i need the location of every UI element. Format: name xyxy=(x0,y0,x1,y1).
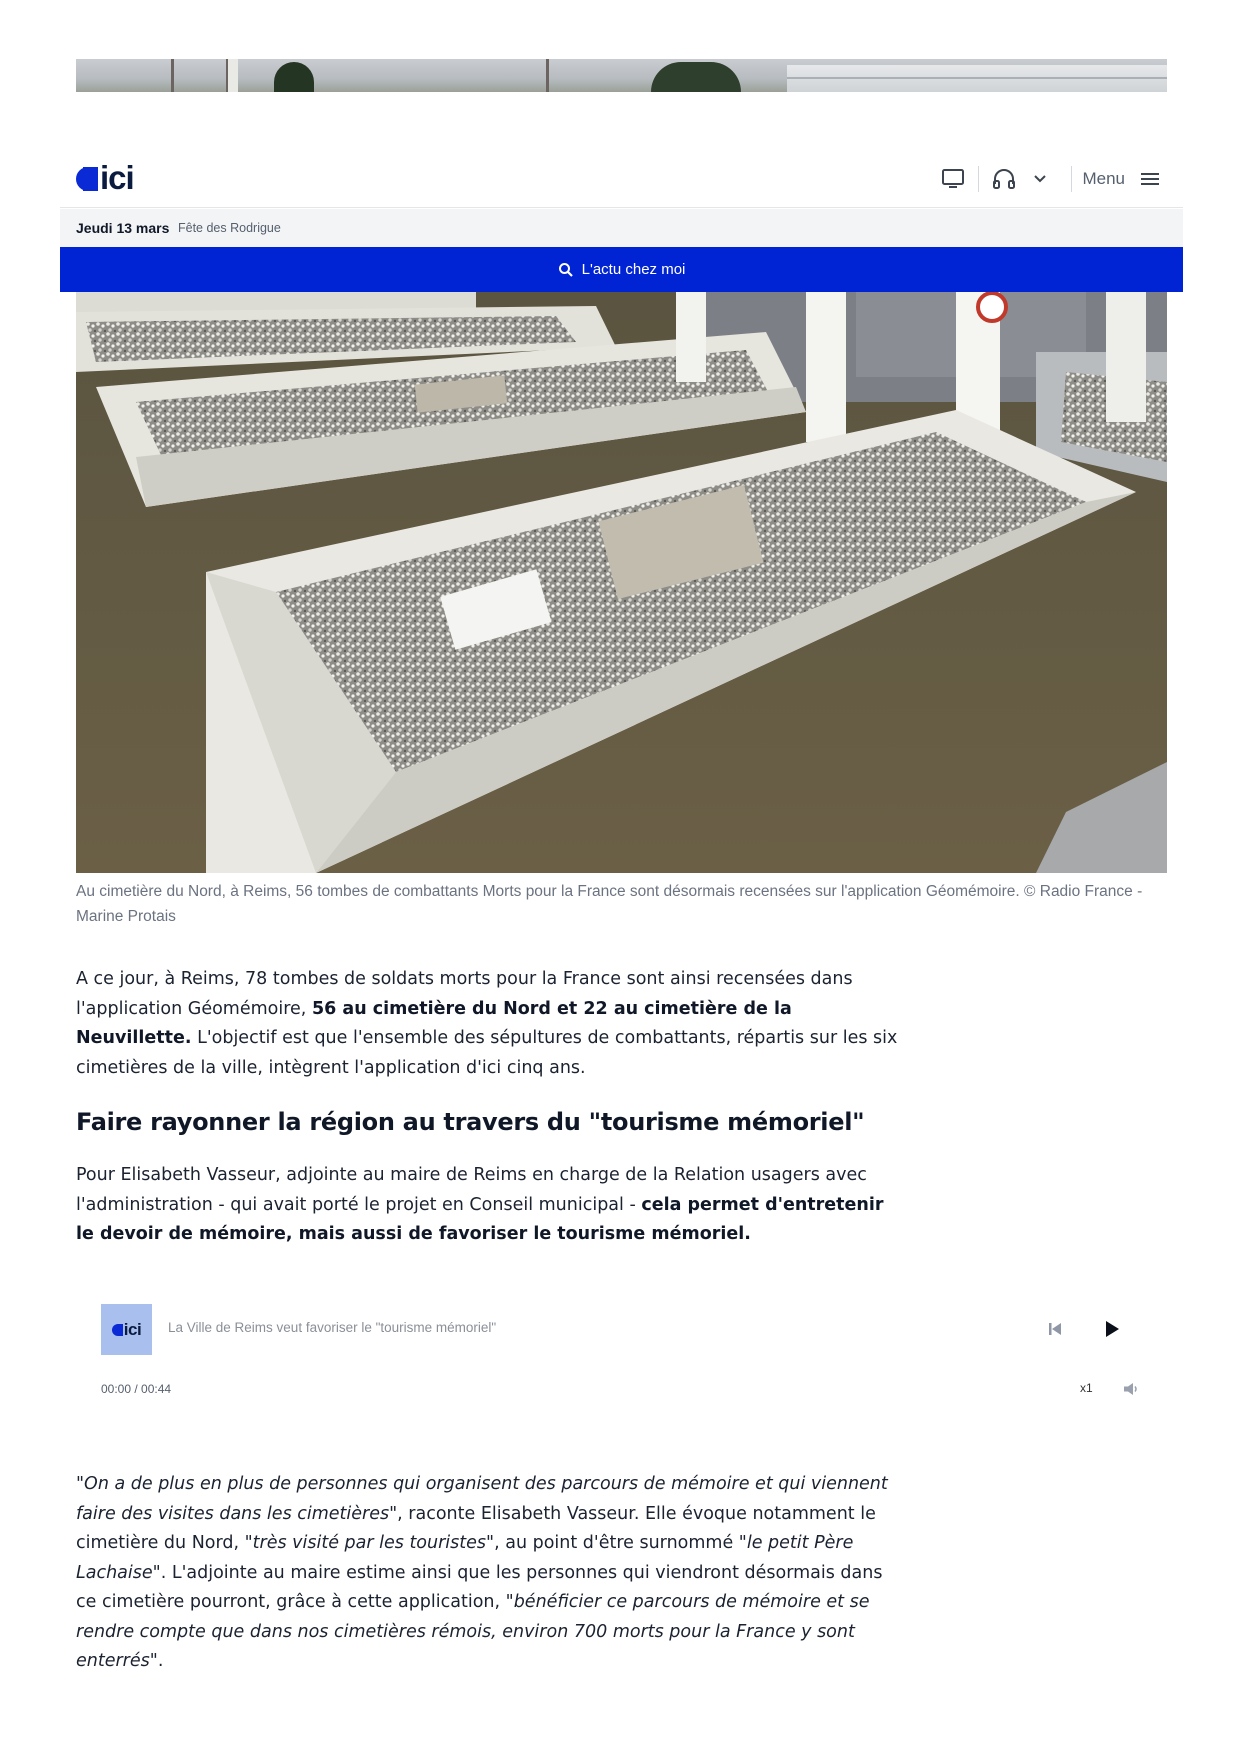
article-photo xyxy=(76,292,1167,873)
menu-label[interactable]: Menu xyxy=(1082,169,1125,188)
separator xyxy=(1071,166,1072,192)
section-heading: Faire rayonner la région au travers du "tourisme mémoriel" xyxy=(76,1108,865,1136)
top-photo-strip xyxy=(76,59,1167,92)
hamburger-menu-icon[interactable] xyxy=(1135,164,1165,194)
header-actions xyxy=(938,164,1165,194)
photo-caption: Au cimetière du Nord, à Reims, 56 tombes de combattants Morts pour la France sont désormais recensées sur l'application Géomémoire. © Radio France - Marine Protais xyxy=(76,883,1143,925)
ici-logo[interactable] xyxy=(76,159,134,196)
emphasis: 56 au cimetière du Nord et 22 au cimetière de la Neuvillette. xyxy=(76,998,792,1048)
local-news-button[interactable] xyxy=(60,247,1183,292)
search-icon xyxy=(558,262,574,278)
emphasis: cela permet d'entretenir le devoir de mémoire, mais aussi de favoriser le tourisme mémoriel. xyxy=(76,1194,884,1244)
playback-speed-button[interactable]: x1 xyxy=(1080,1381,1093,1395)
saint-of-day: Fête des Rodrigue xyxy=(178,221,281,235)
separator xyxy=(978,166,979,192)
tv-icon[interactable] xyxy=(938,164,968,194)
article-paragraph-3: "On a de plus en plus de personnes qui organisent des parcours de mémoire et qui viennent faire des visites dans les cimetières", raconte Elisabeth Vasseur. Elle évoque notamment le cimetière du Nord, "très visité par les touristes", au point d'être surnommé "le petit Père Lachaise". L'adjointe au maire estime ainsi que les personnes qui viendront désormais dans ce cimetière pourront, grâce à cette application, "bénéficier ce parcours de mémoire et se rendre compte que dans nos cimetières rémois, environ 700 morts pour la France y sont enterrés". xyxy=(76,1474,888,1671)
local-news-label: L'actu chez moi xyxy=(581,261,686,278)
date-bar xyxy=(60,209,1183,247)
chevron-down-icon[interactable] xyxy=(1025,164,1055,194)
volume-icon[interactable] xyxy=(1120,1378,1142,1400)
current-date: Jeudi 13 mars xyxy=(76,220,170,236)
skip-back-icon[interactable] xyxy=(1042,1316,1068,1342)
player-thumbnail xyxy=(101,1304,152,1355)
logo-text: ici xyxy=(100,159,134,196)
audio-player xyxy=(76,1282,1167,1412)
ici-logo-mark xyxy=(76,167,98,191)
article-paragraph-1: A ce jour, à Reims, 78 tombes de soldats morts pour la France sont ainsi recensées dans l'application Géomémoire, 56 au cimetière du Nord et 22 au cimetière de la Neuvillette. L'objectif est que l'ensemble des sépultures de combattants, répartis sur les six cimetières de la ville, intègrent l'application d'ici cinq ans. xyxy=(76,969,898,1078)
player-thumb-logo: ici xyxy=(123,1319,142,1339)
player-title: La Ville de Reims veut favoriser le "tourisme mémoriel" xyxy=(168,1320,497,1335)
play-icon[interactable] xyxy=(1098,1315,1126,1343)
player-time: 00:00 / 00:44 xyxy=(101,1382,172,1396)
site-header xyxy=(60,150,1183,208)
headphones-icon[interactable] xyxy=(989,164,1019,194)
article-paragraph-2: Pour Elisabeth Vasseur, adjointe au maire de Reims en charge de la Relation usagers avec l'administration - qui avait porté le projet en Conseil municipal - cela permet d'entretenir le devoir de mémoire, mais aussi de favoriser le tourisme mémoriel. xyxy=(76,1165,884,1244)
